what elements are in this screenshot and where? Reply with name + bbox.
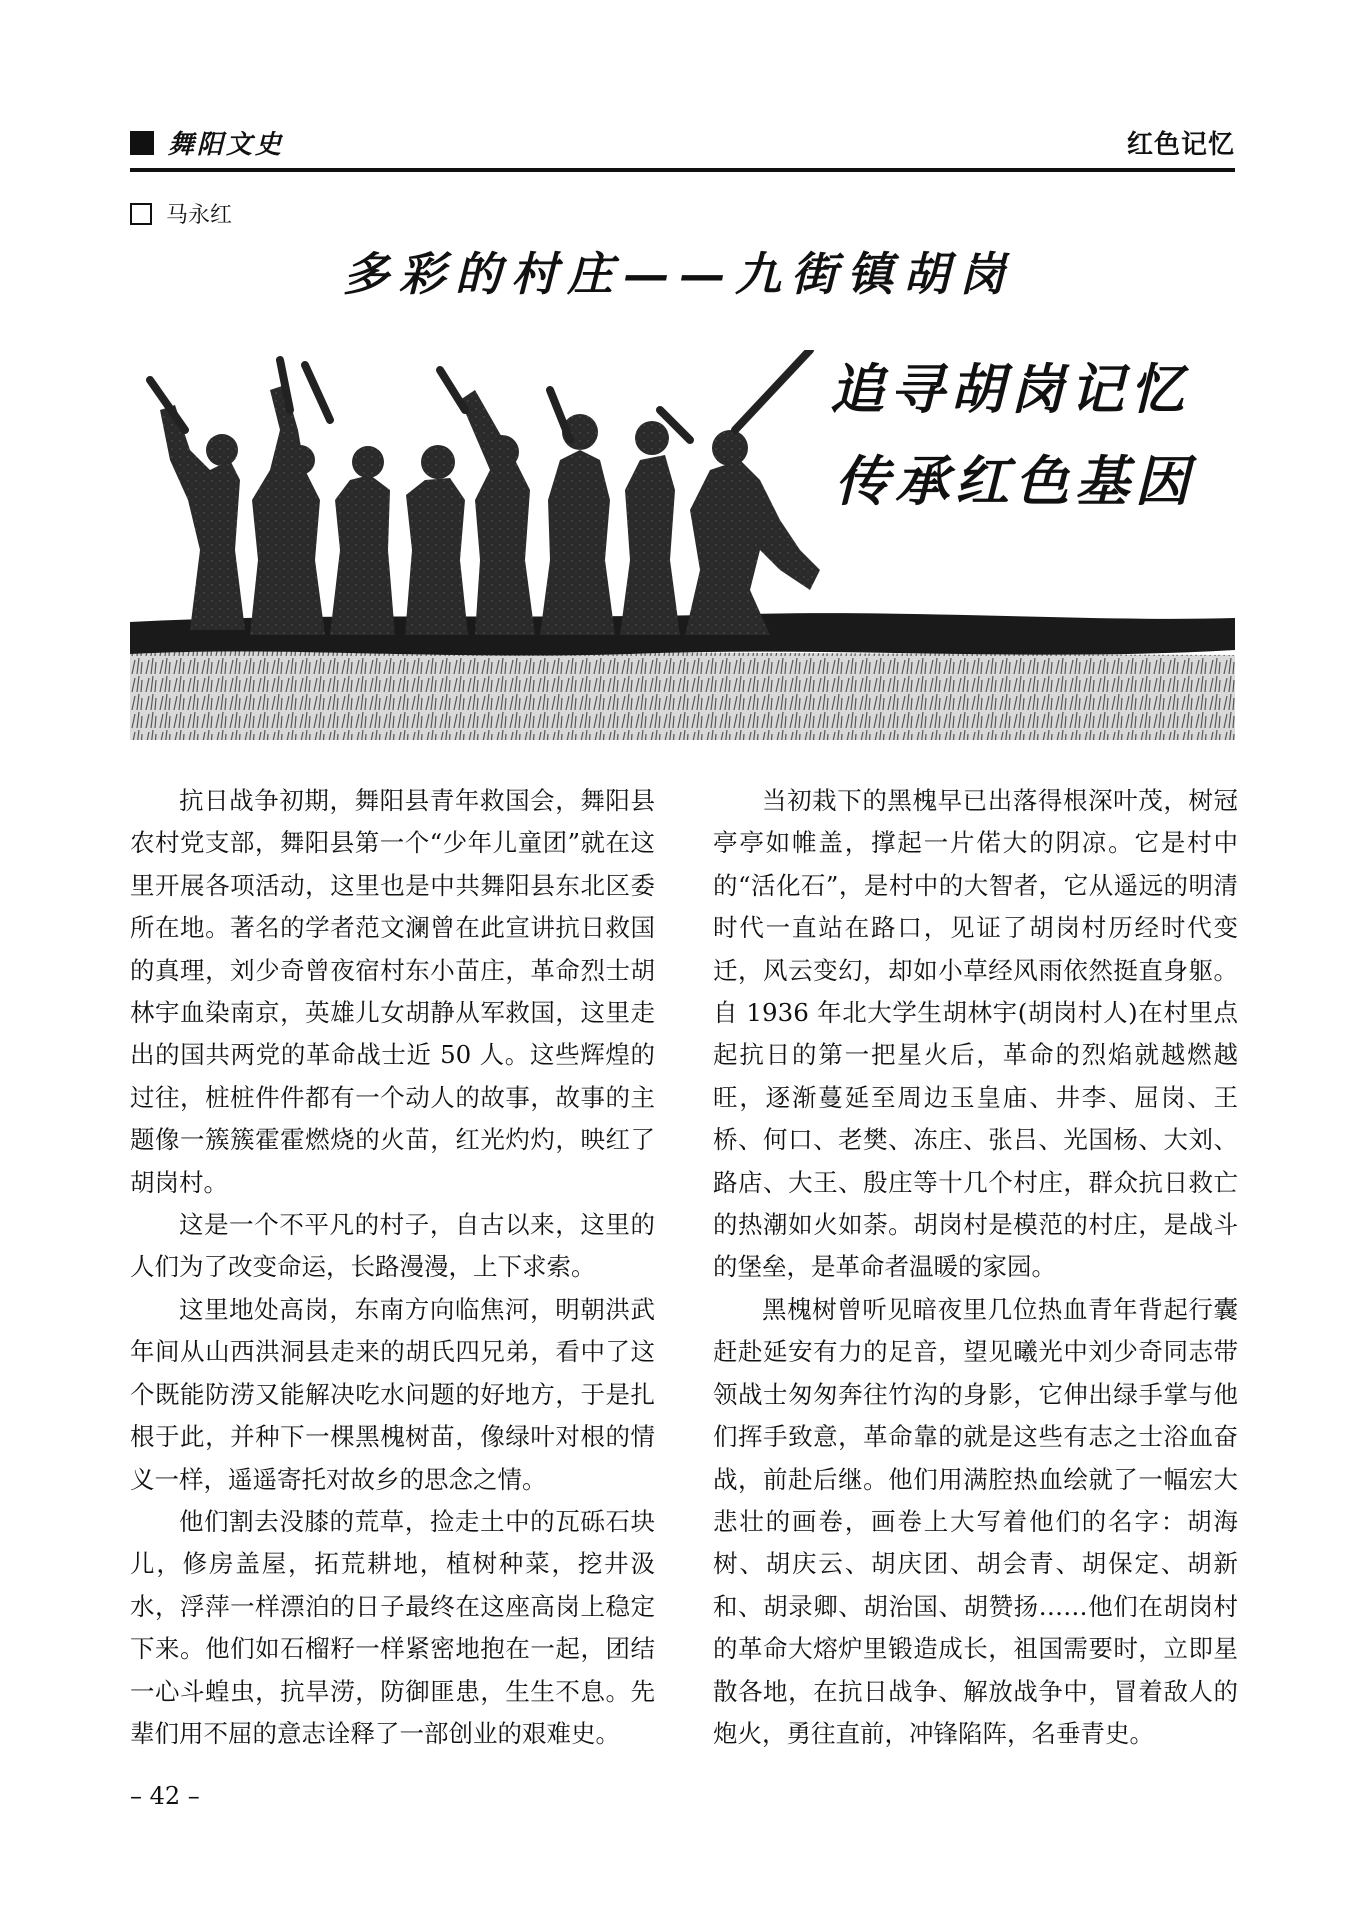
paragraph: 黑槐树曾听见暗夜里几位热血青年背起行囊赶赴延安有力的足音，望见曦光中刘少奇同志带领战士匆匆奔往竹沟的身影，它伸出绿手掌与他们挥手致意，革命靠的就是这些有志之士浴血奋战，前赴后继。他们用满腔热血绘就了一幅宏大悲壮的画卷，画卷上大写着他们的名字：胡海树、胡庆云、胡庆团、胡会青、胡保定、胡新和、胡录卿、胡治国、胡赞扬……他们在胡岗村的革命大熔炉里锻造成长，祖国需要时，立即星散各地，在抗日战争、解放战争中，冒着敌人的炮火，勇往直前，冲锋陷阵，名垂青史。 — [713, 1294, 1238, 1748]
header-left — [130, 124, 284, 161]
banner-illustration — [130, 350, 1235, 740]
paragraph: 这是一个不平凡的村子，自古以来，这里的人们为了改变命运，长路漫漫，上下求索。 — [130, 1210, 655, 1282]
header-square-icon — [130, 131, 154, 155]
paragraph: 他们割去没膝的荒草，捡走土中的瓦砾石块儿，修房盖屋，拓荒耕地，植树种菜，挖井汲水，浮萍一样漂泊的日子最终在这座高岗上稳定下来。他们如石榴籽一样紧密地抱在一起，团结一心斗蝗虫，抗旱涝，防御匪患，生生不息。先辈们用不屈的意志诠释了一部创业的艰难史。 — [130, 1506, 655, 1748]
paragraph: 这里地处高岗，东南方向临焦河，明朝洪武年间从山西洪洞县走来的胡氏四兄弟，看中了这个既能防涝又能解决吃水问题的好地方，于是扎根于此，并种下一棵黑槐树苗，像绿叶对根的情义一样，遥遥寄托对故乡的思念之情。 — [130, 1294, 655, 1494]
author-line — [130, 198, 232, 229]
header-brand: 舞阳文史 — [168, 130, 285, 160]
header-section: 红色记忆 — [1126, 130, 1235, 160]
author-box-icon — [130, 203, 152, 225]
body-column-left — [130, 780, 655, 1755]
author-name: 马永红 — [166, 203, 233, 228]
banner-line1: 追寻胡岗记忆 — [830, 357, 1190, 421]
article-title: 多彩的村庄——九街镇胡岗 — [343, 247, 1015, 301]
banner-line2: 传承红色基因 — [835, 449, 1195, 513]
page-number: – 42 – — [130, 1782, 200, 1810]
paragraph: 抗日战争初期，舞阳县青年救国会，舞阳县农村党支部，舞阳县第一个“少年儿童团”就在这里开展各项活动，这里也是中共舞阳县东北区委所在地。著名的学者范文澜曾在此宣讲抗日救国的真理，刘少奇曾夜宿村东小苗庄，革命烈士胡林宇血染南京，英雄儿女胡静从军救国，这里走出的国共两党的革命战士近 50 人。这些辉煌的过往，桩桩件件都有一个动人的故事，故事的主题像一簇簇霍霍燃烧的火苗，红光灼灼，映红了胡岗村。 — [130, 786, 655, 1197]
grass-strip — [130, 650, 1235, 740]
body-column-right — [713, 780, 1238, 1755]
paragraph: 当初栽下的黑槐早已出落得根深叶茂，树冠亭亭如帷盖，撑起一片偌大的阴凉。它是村中的“活化石”，是村中的大智者，它从遥远的明清时代一直站在路口，见证了胡岗村历经时代变迁，风云变幻，却如小草经风雨依然挺直身躯。自 1936 年北大学生胡林宇(胡岗村人)在村里点起抗日的第一把星火后，革命的烈焰就越燃越旺，逐渐蔓延至周边玉皇庙、井李、屈岗、王桥、何口、老樊、冻庄、张吕、光国杨、大刘、路店、大王、殷庄等十几个村庄，群众抗日救亡的热潮如火如荼。胡岗村是模范的村庄，是战斗的堡垒，是革命者温暖的家园。 — [713, 786, 1238, 1282]
page-header — [130, 118, 1235, 172]
